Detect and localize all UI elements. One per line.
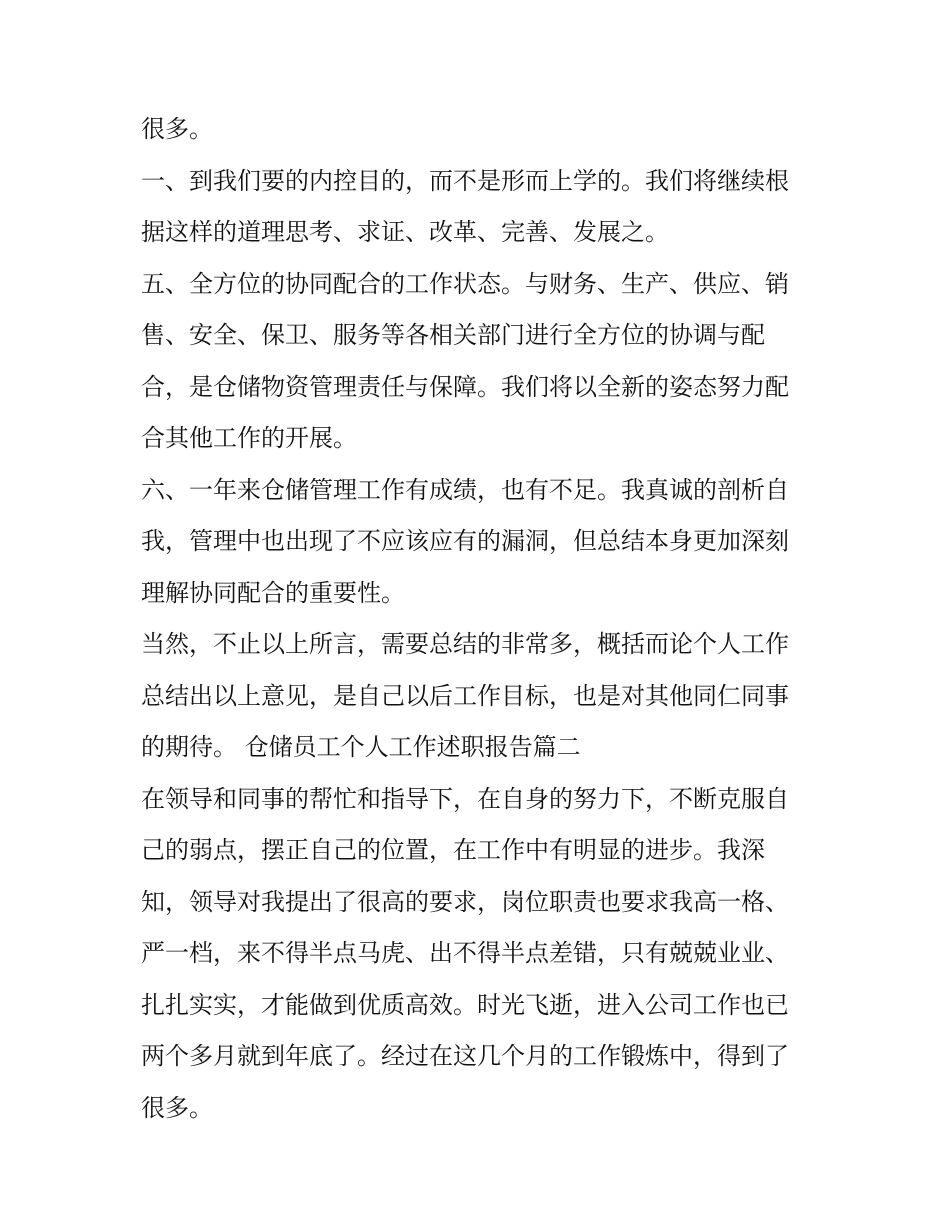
text-line: 总结出以上意见，是自己以后工作目标，也是对其他同仁同事 <box>141 681 789 710</box>
text-line: 据这样的道理思考、求证、改革、完善、发展之。 <box>141 218 669 246</box>
text-line: 一、到我们要的内控目的，而不是形而上学的。我们将继续根 <box>141 166 789 195</box>
text-line: 两个多月就到年底了。经过在这几个月的工作锻炼中，得到了 <box>141 1042 789 1070</box>
text-line: 合其他工作的开展。 <box>141 424 357 452</box>
text-line: 严一档，来不得半点马虎、出不得半点差错，只有兢兢业业、 <box>141 939 789 967</box>
text-line: 扎扎实实，才能做到优质高效。时光飞逝，进入公司工作也已 <box>141 990 789 1019</box>
text-line: 六、一年来仓储管理工作有成绩，也有不足。我真诚的剖析自 <box>141 475 789 504</box>
text-line: 售、安全、保卫、服务等各相关部门进行全方位的协调与配 <box>141 321 765 349</box>
text-line: 当然，不止以上所言，需要总结的非常多，概括而论个人工作 <box>141 630 789 658</box>
text-line: 的期待。 仓储员工个人工作述职报告篇二 <box>141 733 581 761</box>
text-line: 己的弱点，摆正自己的位置，在工作中有明显的进步。我深 <box>141 836 765 864</box>
text-line: 我，管理中也出现了不应该应有的漏洞，但总结本身更加深刻 <box>141 527 789 555</box>
text-line: 知，领导对我提出了很高的要求，岗位职责也要求我高一格、 <box>141 887 789 916</box>
text-line: 合，是仓储物资管理责任与保障。我们将以全新的姿态努力配 <box>141 372 789 401</box>
text-line: 很多。 <box>141 115 213 143</box>
text-line: 五、全方位的协同配合的工作状态。与财务、生产、供应、销 <box>141 269 789 298</box>
text-line: 理解协同配合的重要性。 <box>141 578 405 607</box>
document-body <box>141 104 821 1134</box>
text-line: 在领导和同事的帮忙和指导下，在自身的努力下，不断克服自 <box>141 784 789 813</box>
text-line: 很多。 <box>141 1093 213 1122</box>
